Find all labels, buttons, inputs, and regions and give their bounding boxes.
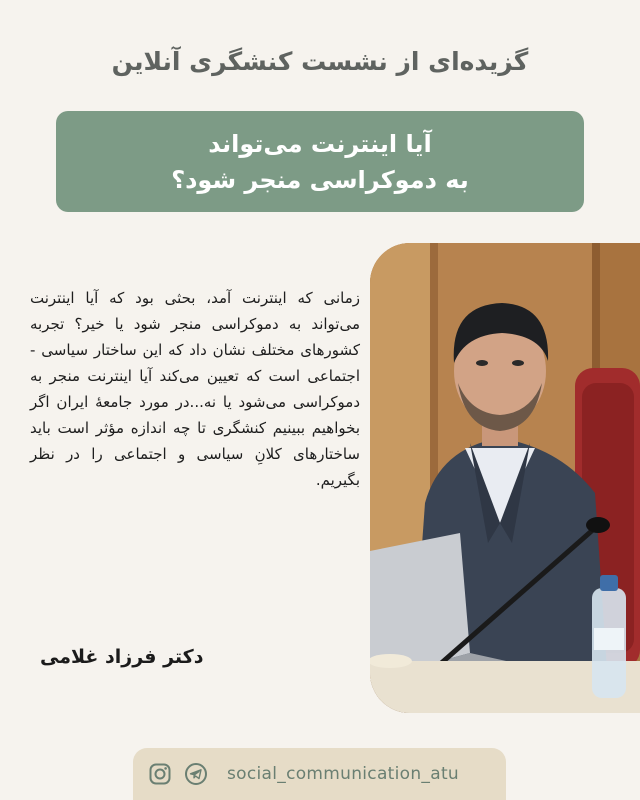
question-banner bbox=[56, 111, 584, 212]
author-name: دکتر فرزاد غلامی bbox=[40, 646, 204, 668]
page-title: گزیده‌ای از نشست کنشگری آنلاین bbox=[111, 47, 529, 76]
telegram-icon[interactable] bbox=[183, 761, 209, 787]
quote-paragraph: زمانی که اینترنت آمد، بحثی بود که آیا اینترنت می‌تواند به دموکراسی منجر شود یا خیر؟ تجربه کشورهای مختلف نشان داد که این ساختار سیاسی - اجتماعی است که تعیین می‌کند آیا اینترنت منجر به دموکراسی می‌شود یا نه...در مورد جامعهٔ ایران اگر بخواهیم ببینیم کنشگری تا چه اندازه مؤثر است باید ساختارهای کلانِ سیاسی و اجتماعی را در نظر بگیریم. bbox=[30, 289, 360, 489]
footer-bar bbox=[133, 748, 506, 800]
question-line-1: آیا اینترنت می‌تواند bbox=[208, 129, 432, 158]
question-line-2: به دموکراسی منجر شود؟ bbox=[171, 165, 469, 194]
speaker-photo bbox=[370, 243, 640, 713]
instagram-icon[interactable] bbox=[147, 761, 173, 787]
account-handle[interactable]: social_communication_atu bbox=[227, 764, 459, 784]
